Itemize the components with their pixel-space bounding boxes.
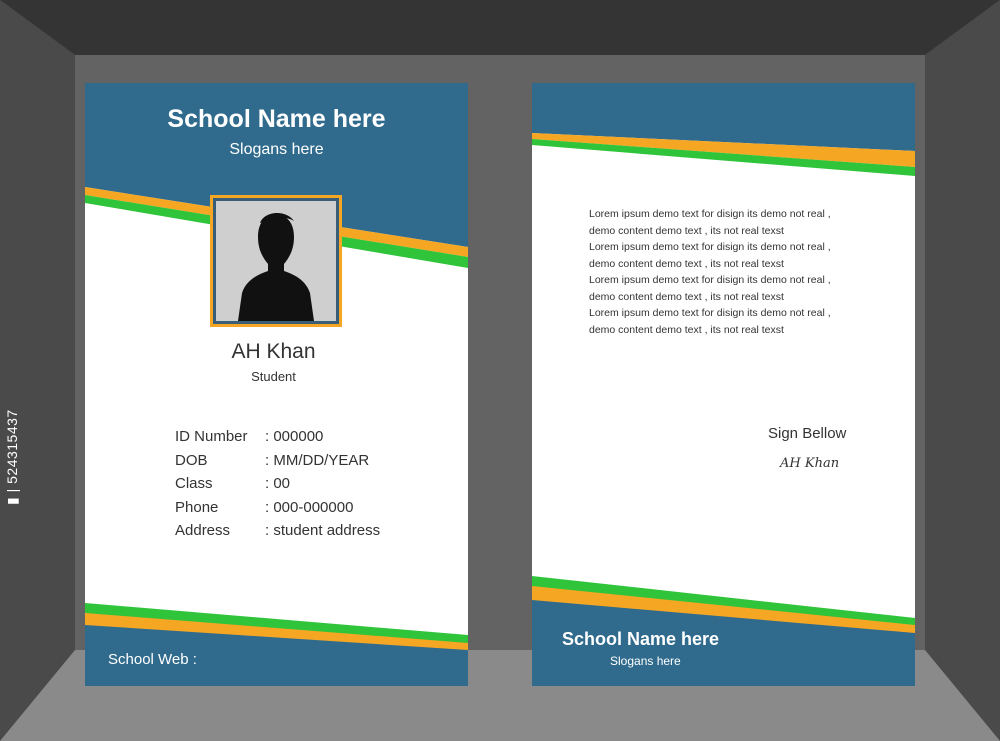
info-row-phone — [175, 496, 380, 520]
front-card-decoration — [85, 83, 468, 686]
description-line: demo content demo text , its not real texst — [589, 224, 784, 237]
school-web-label: School Web : — [108, 651, 197, 668]
info-label: Class — [175, 475, 213, 492]
person-silhouette-icon — [216, 201, 336, 321]
info-value: : 000000 — [265, 428, 324, 445]
info-label: DOB — [175, 451, 208, 469]
school-slogan: Slogans here — [229, 141, 324, 158]
description-line: Lorem ipsum demo text for disign its demo not real , — [589, 307, 831, 319]
info-label: Phone — [175, 498, 219, 516]
student-name: AH Khan — [231, 340, 316, 363]
description-line: demo content demo text , its not real texst — [589, 323, 784, 336]
info-row-class — [175, 472, 380, 496]
school-name: School Name here — [167, 105, 386, 133]
signature: AH Khan — [780, 456, 840, 471]
id-card-back — [532, 83, 915, 686]
id-card-front — [85, 83, 468, 686]
info-value: : 00 — [265, 475, 291, 492]
back-card-decoration — [532, 83, 915, 686]
description-line: Lorem ipsum demo text for disign its demo not real , — [589, 208, 831, 220]
description-line: demo content demo text , its not real texst — [589, 257, 784, 270]
back-school-name: School Name here — [562, 629, 720, 649]
back-school-slogan: Slogans here — [610, 654, 681, 668]
info-row-dob — [175, 449, 380, 473]
description-line: Lorem ipsum demo text for disign its demo not real , — [589, 241, 831, 253]
stock-id-watermark — [4, 409, 21, 505]
info-row-address — [175, 519, 380, 543]
info-row-id — [175, 425, 380, 449]
description-line: demo content demo text , its not real texst — [589, 290, 784, 303]
student-info-list — [175, 425, 380, 543]
sign-label: Sign Bellow — [768, 425, 847, 442]
back-description — [589, 206, 831, 338]
info-value: : 000-000000 — [265, 498, 354, 516]
info-value: : MM/DD/YEAR — [265, 451, 370, 469]
student-role: Student — [251, 369, 296, 384]
stock-id-number: 524315437 — [4, 409, 20, 484]
stock-logo-mark: ▮ | — [4, 483, 20, 505]
info-label: Address — [175, 522, 231, 539]
info-value: : student address — [265, 522, 381, 539]
description-line: Lorem ipsum demo text for disign its demo not real , — [589, 274, 831, 286]
student-photo — [210, 195, 342, 327]
info-label: ID Number — [175, 428, 248, 445]
